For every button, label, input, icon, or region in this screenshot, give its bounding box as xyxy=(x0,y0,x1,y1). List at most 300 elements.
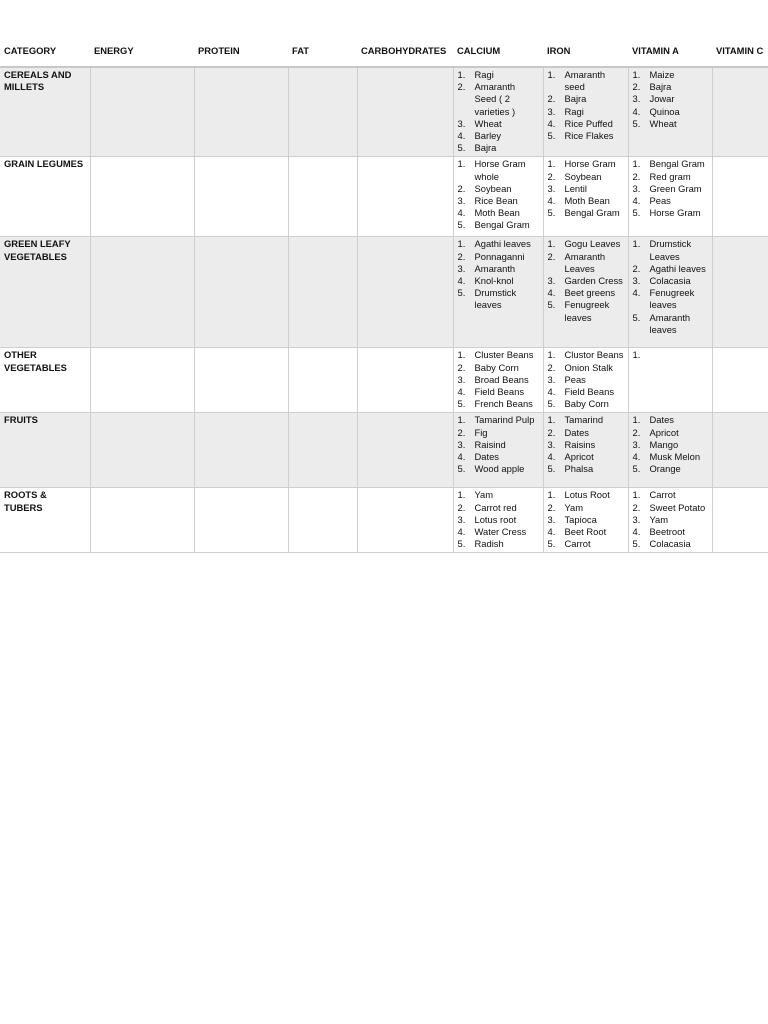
list-item xyxy=(633,275,708,287)
table-row xyxy=(0,348,768,413)
list-item-text: Bajra xyxy=(564,93,587,105)
vitamin-c-cell xyxy=(712,488,768,553)
iron-cell xyxy=(543,157,628,237)
list-item-number: 5. xyxy=(632,463,641,475)
list-item-text: Wheat xyxy=(649,117,677,129)
list-item xyxy=(548,427,624,439)
list-item xyxy=(548,538,624,550)
list-item-number: 1. xyxy=(632,349,641,361)
header-carbohydrates: CARBOHYDRATES xyxy=(357,36,453,67)
list-item xyxy=(458,207,539,219)
list-item-number: 1. xyxy=(632,489,641,501)
list-item-text: Fenugreek leaves xyxy=(564,299,610,323)
nutrient-sources-table xyxy=(0,36,768,553)
list-item-text: Colacasia xyxy=(649,275,691,287)
list-item-text: Fenugreek leaves xyxy=(649,287,695,311)
list-item xyxy=(458,219,539,231)
list-item-text: Lotus Root xyxy=(564,489,610,501)
vitamin-c-cell xyxy=(712,237,768,348)
calcium-list xyxy=(458,158,539,231)
list-item-text: Tamarind xyxy=(564,414,604,426)
calcium-cell xyxy=(453,348,543,413)
list-item-number: 1. xyxy=(632,414,641,426)
list-item xyxy=(633,69,708,81)
category-cell: OTHER VEGETABLES xyxy=(0,348,90,413)
table-row xyxy=(0,488,768,553)
list-item xyxy=(458,81,539,118)
list-item-number: 3. xyxy=(547,182,556,194)
category-cell: FRUITS xyxy=(0,413,90,488)
list-item-text: Dates xyxy=(474,451,499,463)
protein-cell xyxy=(194,413,288,488)
list-item xyxy=(633,158,708,170)
list-item xyxy=(458,489,539,501)
list-item-number: 3. xyxy=(632,93,641,105)
list-item xyxy=(458,183,539,195)
list-item-text: Amaranth xyxy=(474,262,516,274)
list-item-text: Peas xyxy=(649,195,671,207)
list-item xyxy=(633,287,708,311)
fat-cell xyxy=(288,348,357,413)
list-item-text: Musk Melon xyxy=(649,451,701,463)
list-item-text: Cluster Beans xyxy=(474,349,534,361)
table-row xyxy=(0,67,768,157)
list-item-text: Apricot xyxy=(564,451,594,463)
table-row xyxy=(0,237,768,348)
vitamin-a-list xyxy=(633,158,708,219)
list-item xyxy=(548,439,624,451)
list-item xyxy=(633,489,708,501)
vitamin-a-cell xyxy=(628,237,712,348)
iron-list xyxy=(548,69,624,142)
list-item xyxy=(548,414,624,426)
list-item-text: Rice Flakes xyxy=(564,130,614,142)
list-item-text: Green Gram xyxy=(649,182,702,194)
list-item-text: Field Beans xyxy=(474,386,525,398)
list-item-number: 1. xyxy=(457,69,466,80)
vitamin-a-cell xyxy=(628,488,712,553)
list-item-number: 4. xyxy=(457,130,466,142)
list-item xyxy=(548,171,624,183)
list-item-text: Amaranth leaves xyxy=(649,311,691,335)
list-item-text: Moth Bean xyxy=(474,207,520,219)
list-item xyxy=(548,195,624,207)
list-item xyxy=(633,538,708,550)
list-item xyxy=(633,427,708,439)
list-item-number: 1. xyxy=(547,158,556,170)
list-item-text: Knol-knol xyxy=(474,275,514,287)
iron-list xyxy=(548,414,624,475)
list-item-number: 5. xyxy=(457,538,466,550)
list-item-number: 2. xyxy=(457,250,466,262)
list-item xyxy=(548,183,624,195)
vitamin-a-list xyxy=(633,69,708,130)
list-item-number: 1. xyxy=(547,69,556,80)
list-item xyxy=(548,451,624,463)
list-item-number: 2. xyxy=(547,93,556,105)
list-item xyxy=(633,207,708,219)
list-item-number: 1. xyxy=(457,414,466,426)
list-item xyxy=(548,118,624,130)
calcium-cell xyxy=(453,237,543,348)
calcium-list xyxy=(458,69,539,154)
iron-list xyxy=(548,158,624,219)
list-item-number: 3. xyxy=(547,513,556,525)
list-item xyxy=(458,142,539,154)
list-item-text: Lentil xyxy=(564,182,587,194)
header-iron: IRON xyxy=(543,36,628,67)
carbohydrates-cell xyxy=(357,67,453,157)
list-item-text: Jowar xyxy=(649,93,675,105)
list-item xyxy=(458,463,539,475)
list-item-number: 4. xyxy=(632,451,641,463)
list-item-text: Fig xyxy=(474,426,488,438)
list-item-number: 5. xyxy=(457,287,466,299)
list-item-number: 2. xyxy=(547,426,556,438)
list-item xyxy=(633,93,708,105)
list-item-number: 5. xyxy=(632,117,641,129)
list-item xyxy=(458,398,539,410)
list-item-number: 3. xyxy=(457,262,466,274)
list-item-number: 5. xyxy=(457,463,466,475)
list-item-number: 3. xyxy=(547,275,556,287)
list-item-text: Peas xyxy=(564,373,586,385)
list-item-number: 2. xyxy=(632,262,641,274)
list-item-text: Water Cress xyxy=(474,526,527,538)
list-item xyxy=(633,514,708,526)
list-item-text: Carrot red xyxy=(474,501,517,513)
iron-cell xyxy=(543,237,628,348)
list-item-number: 4. xyxy=(547,117,556,129)
list-item xyxy=(633,349,708,361)
list-item-number: 4. xyxy=(547,451,556,463)
list-item-text: Horse Gram whole xyxy=(474,158,526,182)
list-item xyxy=(548,398,624,410)
calcium-cell xyxy=(453,67,543,157)
energy-cell xyxy=(90,237,194,348)
list-item-text: Bengal Gram xyxy=(474,219,530,231)
table-body xyxy=(0,67,768,553)
list-item-number: 5. xyxy=(547,463,556,475)
list-item-number: 1. xyxy=(547,414,556,426)
list-item-text: Bajra xyxy=(649,81,672,93)
list-item-text: Carrot xyxy=(649,489,676,501)
list-item xyxy=(633,171,708,183)
list-item-text: Mango xyxy=(649,438,679,450)
list-item-number: 4. xyxy=(632,287,641,299)
vitamin-a-list xyxy=(633,489,708,550)
list-item-text: Broad Beans xyxy=(474,373,529,385)
list-item xyxy=(548,463,624,475)
list-item xyxy=(633,238,708,262)
list-item-text: Amaranth Seed ( 2 varieties ) xyxy=(474,81,516,117)
list-item-number: 1. xyxy=(457,489,466,501)
list-item xyxy=(458,374,539,386)
vitamin-a-cell xyxy=(628,348,712,413)
list-item-number: 1. xyxy=(547,349,556,361)
list-item-text: Colacasia xyxy=(649,538,691,550)
list-item-number: 3. xyxy=(457,117,466,129)
list-item-text: Bengal Gram xyxy=(649,158,705,170)
list-item-text: Beetroot xyxy=(649,526,685,538)
list-item-text: Amaranth Leaves xyxy=(564,250,606,274)
vitamin-a-list xyxy=(633,349,708,361)
header-vitamin-a: VITAMIN A xyxy=(628,36,712,67)
list-item-text: Beet Root xyxy=(564,526,607,538)
list-item xyxy=(548,489,624,501)
vitamin-a-cell xyxy=(628,413,712,488)
list-item xyxy=(548,526,624,538)
list-item xyxy=(633,263,708,275)
list-item-text: Maize xyxy=(649,69,675,80)
list-item-number: 2. xyxy=(632,81,641,93)
list-item-number: 5. xyxy=(457,219,466,231)
list-item-number: 1. xyxy=(547,238,556,250)
list-item-text: Wheat xyxy=(474,117,502,129)
category-cell: ROOTS & TUBERS xyxy=(0,488,90,553)
list-item-number: 3. xyxy=(457,513,466,525)
list-item xyxy=(548,349,624,361)
calcium-cell xyxy=(453,157,543,237)
list-item-text: Ragi xyxy=(474,69,494,80)
fat-cell xyxy=(288,488,357,553)
iron-list xyxy=(548,349,624,410)
list-item-text: Beet greens xyxy=(564,287,616,299)
list-item-text: Yam xyxy=(649,513,669,525)
list-item-number: 5. xyxy=(547,538,556,550)
calcium-cell xyxy=(453,413,543,488)
header-vitamin-c: VITAMIN C xyxy=(712,36,768,67)
energy-cell xyxy=(90,157,194,237)
protein-cell xyxy=(194,67,288,157)
list-item-text: Horse Gram xyxy=(649,207,701,219)
list-item-text: Drumstick leaves xyxy=(474,287,517,311)
list-item-text xyxy=(650,349,708,361)
list-item-text: Quinoa xyxy=(649,105,680,117)
header-protein: PROTEIN xyxy=(194,36,288,67)
list-item xyxy=(548,93,624,105)
list-item-text: Drumstick Leaves xyxy=(649,238,692,262)
list-item-text: Gogu Leaves xyxy=(564,238,621,250)
list-item-number: 5. xyxy=(457,142,466,154)
list-item-text: Ponnaganni xyxy=(474,250,525,262)
category-cell: GRAIN LEGUMES xyxy=(0,157,90,237)
fat-cell xyxy=(288,237,357,348)
energy-cell xyxy=(90,413,194,488)
list-item xyxy=(633,414,708,426)
category-cell: CEREALS AND MILLETS xyxy=(0,67,90,157)
list-item-text: Carrot xyxy=(564,538,591,550)
list-item-text: Sweet Potato xyxy=(649,501,706,513)
table-row xyxy=(0,413,768,488)
list-item xyxy=(548,106,624,118)
list-item xyxy=(548,362,624,374)
carbohydrates-cell xyxy=(357,413,453,488)
list-item-number: 2. xyxy=(457,182,466,194)
vitamin-a-cell xyxy=(628,67,712,157)
carbohydrates-cell xyxy=(357,488,453,553)
list-item-number: 2. xyxy=(457,426,466,438)
list-item-text: Barley xyxy=(474,130,502,142)
protein-cell xyxy=(194,237,288,348)
list-item-number: 3. xyxy=(457,373,466,385)
list-item-text: Agathi leaves xyxy=(474,238,531,250)
list-item-number: 5. xyxy=(632,207,641,219)
list-item-number: 2. xyxy=(632,501,641,513)
list-item-number: 1. xyxy=(632,238,641,250)
list-item-number: 1. xyxy=(547,489,556,501)
carbohydrates-cell xyxy=(357,157,453,237)
vitamin-a-cell xyxy=(628,157,712,237)
list-item xyxy=(458,502,539,514)
list-item xyxy=(633,451,708,463)
list-item-number: 4. xyxy=(632,105,641,117)
list-item-number: 5. xyxy=(547,398,556,410)
fat-cell xyxy=(288,413,357,488)
list-item xyxy=(548,299,624,323)
header-energy: ENERGY xyxy=(90,36,194,67)
protein-cell xyxy=(194,348,288,413)
list-item-number: 5. xyxy=(632,311,641,323)
energy-cell xyxy=(90,488,194,553)
list-item-text: Soybean xyxy=(564,170,602,182)
list-item-number: 5. xyxy=(547,299,556,311)
list-item-text: Raisins xyxy=(564,438,596,450)
iron-list xyxy=(548,238,624,323)
list-item-number: 5. xyxy=(632,538,641,550)
list-item-number: 3. xyxy=(547,438,556,450)
list-item-number: 4. xyxy=(457,386,466,398)
list-item xyxy=(633,195,708,207)
vitamin-c-cell xyxy=(712,348,768,413)
vitamin-c-cell xyxy=(712,67,768,157)
list-item-text: Tapioca xyxy=(564,513,597,525)
calcium-list xyxy=(458,489,539,550)
list-item-number: 3. xyxy=(632,182,641,194)
list-item-text: Dates xyxy=(649,414,674,426)
list-item-text: Ragi xyxy=(564,105,584,117)
list-item xyxy=(548,158,624,170)
list-item-number: 1. xyxy=(457,158,466,170)
list-item xyxy=(458,362,539,374)
list-item-number: 5. xyxy=(547,207,556,219)
list-item-number: 2. xyxy=(457,501,466,513)
list-item-text: Phalsa xyxy=(564,463,594,475)
list-item-number: 1. xyxy=(457,349,466,361)
list-item xyxy=(458,263,539,275)
list-item-number: 3. xyxy=(547,105,556,117)
energy-cell xyxy=(90,348,194,413)
list-item-number: 2. xyxy=(547,361,556,373)
list-item xyxy=(458,439,539,451)
list-item-text: Orange xyxy=(649,463,681,475)
list-item-number: 4. xyxy=(457,526,466,538)
list-item-text: Onion Stalk xyxy=(564,361,613,373)
list-item-number: 2. xyxy=(547,250,556,262)
list-item-number: 5. xyxy=(547,130,556,142)
list-item xyxy=(458,526,539,538)
list-item xyxy=(548,287,624,299)
iron-cell xyxy=(543,67,628,157)
list-item xyxy=(458,238,539,250)
list-item xyxy=(458,349,539,361)
fat-cell xyxy=(288,67,357,157)
category-cell: GREEN LEAFY VEGETABLES xyxy=(0,237,90,348)
list-item xyxy=(633,312,708,336)
list-item xyxy=(633,118,708,130)
list-item xyxy=(548,374,624,386)
list-item-text: Clustor Beans xyxy=(564,349,624,361)
list-item xyxy=(458,130,539,142)
list-item-text: Lotus root xyxy=(474,513,517,525)
list-item-number: 5. xyxy=(457,398,466,410)
list-item xyxy=(633,526,708,538)
list-item-number: 4. xyxy=(547,386,556,398)
list-item-text: Soybean xyxy=(474,182,512,194)
list-item xyxy=(548,514,624,526)
list-item-number: 3. xyxy=(547,373,556,385)
list-item-text: Bengal Gram xyxy=(564,207,620,219)
list-item xyxy=(548,251,624,275)
vitamin-a-list xyxy=(633,414,708,475)
list-item-number: 2. xyxy=(547,501,556,513)
header-fat: FAT xyxy=(288,36,357,67)
list-item-text: Rice Puffed xyxy=(564,117,613,129)
list-item xyxy=(458,287,539,311)
list-item xyxy=(458,69,539,81)
list-item xyxy=(633,439,708,451)
list-item-number: 2. xyxy=(457,81,466,93)
vitamin-c-cell xyxy=(712,413,768,488)
list-item-text: Apricot xyxy=(649,426,679,438)
list-item-text: Field Beans xyxy=(564,386,615,398)
list-item xyxy=(458,275,539,287)
list-item-text: Yam xyxy=(474,489,494,501)
energy-cell xyxy=(90,67,194,157)
list-item-text: Yam xyxy=(564,501,584,513)
header-category: CATEGORY xyxy=(0,36,90,67)
list-item xyxy=(458,538,539,550)
list-item xyxy=(548,69,624,93)
calcium-list xyxy=(458,349,539,410)
vitamin-a-list xyxy=(633,238,708,336)
list-item-number: 4. xyxy=(632,195,641,207)
list-item-number: 1. xyxy=(457,238,466,250)
list-item-text: Rice Bean xyxy=(474,195,518,207)
calcium-cell xyxy=(453,488,543,553)
list-item-number: 2. xyxy=(547,170,556,182)
list-item xyxy=(548,207,624,219)
list-item-text: Amaranth seed xyxy=(564,69,606,93)
list-item-number: 3. xyxy=(457,438,466,450)
list-item xyxy=(458,427,539,439)
protein-cell xyxy=(194,488,288,553)
list-item-text: Radish xyxy=(474,538,504,550)
list-item-text: Baby Corn xyxy=(474,361,519,373)
list-item xyxy=(458,195,539,207)
list-item-text: Red gram xyxy=(649,170,691,182)
list-item-number: 1. xyxy=(632,158,641,170)
list-item-text: Baby Corn xyxy=(564,398,609,410)
list-item xyxy=(458,514,539,526)
list-item-number: 4. xyxy=(547,526,556,538)
carbohydrates-cell xyxy=(357,237,453,348)
list-item-number: 4. xyxy=(547,287,556,299)
list-item-number: 4. xyxy=(457,207,466,219)
list-item xyxy=(548,238,624,250)
list-item-number: 4. xyxy=(547,195,556,207)
list-item xyxy=(633,81,708,93)
